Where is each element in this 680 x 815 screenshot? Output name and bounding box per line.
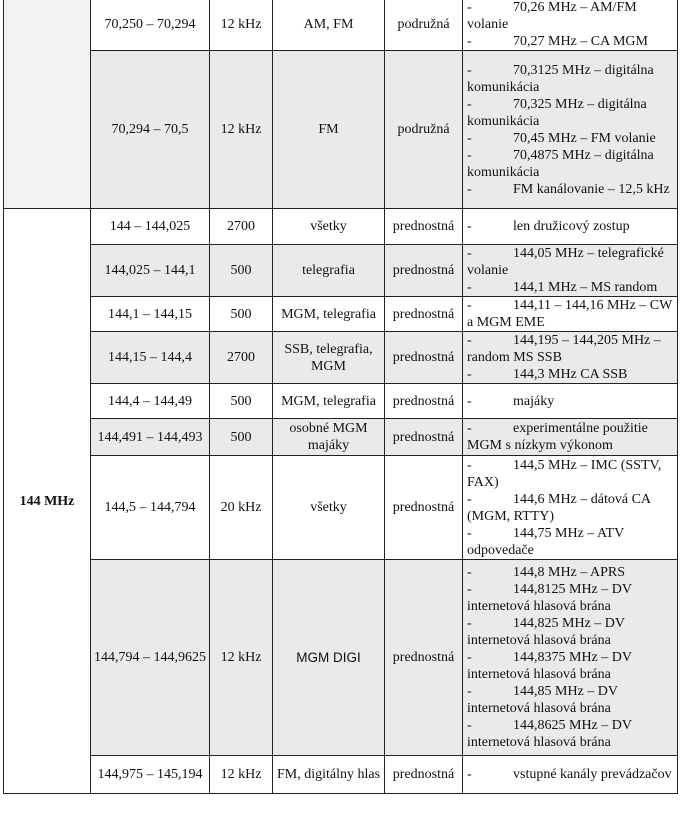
status-cell: prednostná bbox=[385, 456, 463, 560]
note-text: 70,27 MHz – CA MGM bbox=[513, 34, 648, 49]
note-item bbox=[467, 649, 675, 683]
frequency-range-cell: 144,5 – 144,794 bbox=[91, 456, 210, 560]
note-text: len družicový zostup bbox=[513, 219, 630, 234]
mode-cell: FM, digitálny hlas bbox=[273, 756, 385, 794]
notes-cell bbox=[463, 209, 678, 245]
note-dash: - bbox=[467, 62, 472, 78]
note-dash: - bbox=[467, 525, 472, 541]
note-text: 70,3125 MHz – digitálna komunikácia bbox=[467, 62, 654, 95]
table-row bbox=[4, 245, 678, 297]
frequency-range-cell: 70,294 – 70,5 bbox=[91, 51, 210, 209]
notes-cell bbox=[463, 419, 678, 456]
note-text: 144,1 MHz – MS random bbox=[513, 280, 658, 295]
table-row bbox=[4, 332, 678, 384]
note-text: vstupné kanály prevádzačov bbox=[513, 767, 672, 782]
note-dash: - bbox=[467, 280, 472, 295]
mode-cell: všetky bbox=[273, 456, 385, 560]
notes-cell bbox=[463, 0, 678, 51]
mode-cell: MGM, telegrafia bbox=[273, 297, 385, 332]
note-text: FM kanálovanie – 12,5 kHz bbox=[513, 181, 670, 197]
table-row bbox=[4, 384, 678, 419]
note-item bbox=[467, 717, 675, 751]
note-dash: - bbox=[467, 96, 472, 112]
note-dash: - bbox=[467, 34, 472, 49]
note-text: 144,11 – 144,16 MHz – CW a MGM EME bbox=[467, 298, 673, 330]
note-text: 70,26 MHz – AM/FM volanie bbox=[467, 0, 637, 32]
frequency-range-cell: 144,794 – 144,9625 bbox=[91, 560, 210, 756]
note-dash: - bbox=[467, 181, 472, 197]
note-dash: - bbox=[467, 219, 472, 234]
notes-cell bbox=[463, 384, 678, 419]
table-row bbox=[4, 297, 678, 332]
note-dash: - bbox=[467, 367, 472, 382]
table-row bbox=[4, 51, 678, 209]
note-dash: - bbox=[467, 718, 472, 733]
note-dash: - bbox=[467, 298, 472, 313]
frequency-range-cell: 144,975 – 145,194 bbox=[91, 756, 210, 794]
mode-cell: SSB, telegrafia, MGM bbox=[273, 332, 385, 384]
note-item bbox=[467, 297, 675, 331]
note-item bbox=[467, 147, 675, 181]
bandwidth-cell: 2700 bbox=[210, 332, 273, 384]
note-text: 144,8 MHz – APRS bbox=[513, 565, 626, 580]
status-cell: prednostná bbox=[385, 245, 463, 297]
note-text: 144,8375 MHz – DV internetová hlasová brána bbox=[467, 650, 632, 682]
note-item bbox=[467, 457, 675, 491]
status-cell: prednostná bbox=[385, 560, 463, 756]
note-text: 144,8625 MHz – DV internetová hlasová brána bbox=[467, 718, 632, 750]
mode-cell: všetky bbox=[273, 209, 385, 245]
table-row bbox=[4, 209, 678, 245]
status-cell: podružná bbox=[385, 51, 463, 209]
status-cell: prednostná bbox=[385, 332, 463, 384]
mode-cell: MGM DIGI bbox=[273, 560, 385, 756]
frequency-range-cell: 144,15 – 144,4 bbox=[91, 332, 210, 384]
note-dash: - bbox=[467, 421, 472, 436]
note-dash: - bbox=[467, 246, 472, 261]
note-item bbox=[467, 181, 675, 198]
notes-cell bbox=[463, 756, 678, 794]
frequency-range-cell: 70,250 – 70,294 bbox=[91, 0, 210, 51]
note-text: 144,05 MHz – telegrafické volanie bbox=[467, 246, 664, 278]
note-item bbox=[467, 279, 675, 296]
note-dash: - bbox=[467, 650, 472, 665]
mode-cell: telegrafia bbox=[273, 245, 385, 297]
note-text: 144,75 MHz – ATV odpovedače bbox=[467, 525, 624, 558]
note-text: experimentálne použitie MGM s nízkym výkonom bbox=[467, 421, 648, 453]
status-cell: prednostná bbox=[385, 384, 463, 419]
table-row bbox=[4, 456, 678, 560]
note-dash: - bbox=[467, 491, 472, 507]
note-dash: - bbox=[467, 767, 472, 782]
note-item bbox=[467, 615, 675, 649]
frequency-range-cell: 144,491 – 144,493 bbox=[91, 419, 210, 456]
table-row bbox=[4, 756, 678, 794]
note-dash: - bbox=[467, 457, 472, 473]
frequency-range-cell: 144,1 – 144,15 bbox=[91, 297, 210, 332]
note-item bbox=[467, 525, 675, 559]
frequency-range-cell: 144 – 144,025 bbox=[91, 209, 210, 245]
notes-cell bbox=[463, 297, 678, 332]
frequency-allocation-table bbox=[3, 0, 678, 794]
frequency-range-cell: 144,025 – 144,1 bbox=[91, 245, 210, 297]
note-item bbox=[467, 683, 675, 717]
notes-cell bbox=[463, 560, 678, 756]
note-dash: - bbox=[467, 582, 472, 597]
bandwidth-cell: 2700 bbox=[210, 209, 273, 245]
note-item bbox=[467, 581, 675, 615]
note-item bbox=[467, 393, 675, 410]
note-item bbox=[467, 491, 675, 525]
note-item bbox=[467, 245, 675, 279]
note-text: majáky bbox=[513, 393, 555, 409]
note-item bbox=[467, 218, 675, 235]
status-cell: prednostná bbox=[385, 297, 463, 332]
status-cell: prednostná bbox=[385, 419, 463, 456]
note-text: 144,5 MHz – IMC (SSTV, FAX) bbox=[467, 457, 662, 490]
note-item bbox=[467, 420, 675, 454]
note-item bbox=[467, 33, 675, 50]
status-cell: podružná bbox=[385, 0, 463, 51]
bandwidth-cell: 12 kHz bbox=[210, 0, 273, 51]
bandwidth-cell: 500 bbox=[210, 245, 273, 297]
note-dash: - bbox=[467, 565, 472, 580]
note-dash: - bbox=[467, 333, 472, 348]
band-cell-144mhz: 144 MHz bbox=[4, 209, 91, 794]
note-dash: - bbox=[467, 147, 472, 163]
note-item bbox=[467, 332, 675, 366]
note-item bbox=[467, 366, 675, 383]
notes-cell bbox=[463, 245, 678, 297]
note-item bbox=[467, 0, 675, 33]
bandwidth-cell: 20 kHz bbox=[210, 456, 273, 560]
mode-cell: FM bbox=[273, 51, 385, 209]
bandwidth-cell: 500 bbox=[210, 419, 273, 456]
table-row bbox=[4, 419, 678, 456]
bandwidth-cell: 12 kHz bbox=[210, 51, 273, 209]
table-row bbox=[4, 0, 678, 51]
note-text: 144,3 MHz CA SSB bbox=[513, 367, 628, 382]
notes-cell bbox=[463, 332, 678, 384]
notes-cell bbox=[463, 51, 678, 209]
note-text: 144,8125 MHz – DV internetová hlasová brána bbox=[467, 582, 632, 614]
note-item bbox=[467, 766, 675, 783]
note-item bbox=[467, 62, 675, 96]
note-text: 144,825 MHz – DV internetová hlasová brána bbox=[467, 616, 625, 648]
frequency-range-cell: 144,4 – 144,49 bbox=[91, 384, 210, 419]
note-text: 144,85 MHz – DV internetová hlasová brána bbox=[467, 684, 618, 716]
bandwidth-cell: 12 kHz bbox=[210, 756, 273, 794]
status-cell: prednostná bbox=[385, 209, 463, 245]
note-item bbox=[467, 130, 675, 147]
note-text: 70,4875 MHz – digitálna komunikácia bbox=[467, 147, 654, 180]
table-row bbox=[4, 560, 678, 756]
note-text: 144,195 – 144,205 MHz – random MS SSB bbox=[467, 333, 661, 365]
bandwidth-cell: 500 bbox=[210, 297, 273, 332]
note-dash: - bbox=[467, 684, 472, 699]
note-dash: - bbox=[467, 616, 472, 631]
note-dash: - bbox=[467, 0, 472, 15]
mode-cell: AM, FM bbox=[273, 0, 385, 51]
note-dash: - bbox=[467, 393, 472, 409]
mode-cell: MGM, telegrafia bbox=[273, 384, 385, 419]
note-text: 70,325 MHz – digitálna komunikácia bbox=[467, 96, 647, 129]
notes-cell bbox=[463, 456, 678, 560]
mode-cell: osobné MGM majáky bbox=[273, 419, 385, 456]
status-cell: prednostná bbox=[385, 756, 463, 794]
note-item bbox=[467, 96, 675, 130]
note-text: 144,6 MHz – dátová CA (MGM, RTTY) bbox=[467, 491, 651, 524]
note-dash: - bbox=[467, 130, 472, 146]
note-text: 70,45 MHz – FM volanie bbox=[513, 130, 656, 146]
band-cell-70mhz bbox=[4, 0, 91, 209]
bandwidth-cell: 12 kHz bbox=[210, 560, 273, 756]
bandwidth-cell: 500 bbox=[210, 384, 273, 419]
note-item bbox=[467, 564, 675, 581]
